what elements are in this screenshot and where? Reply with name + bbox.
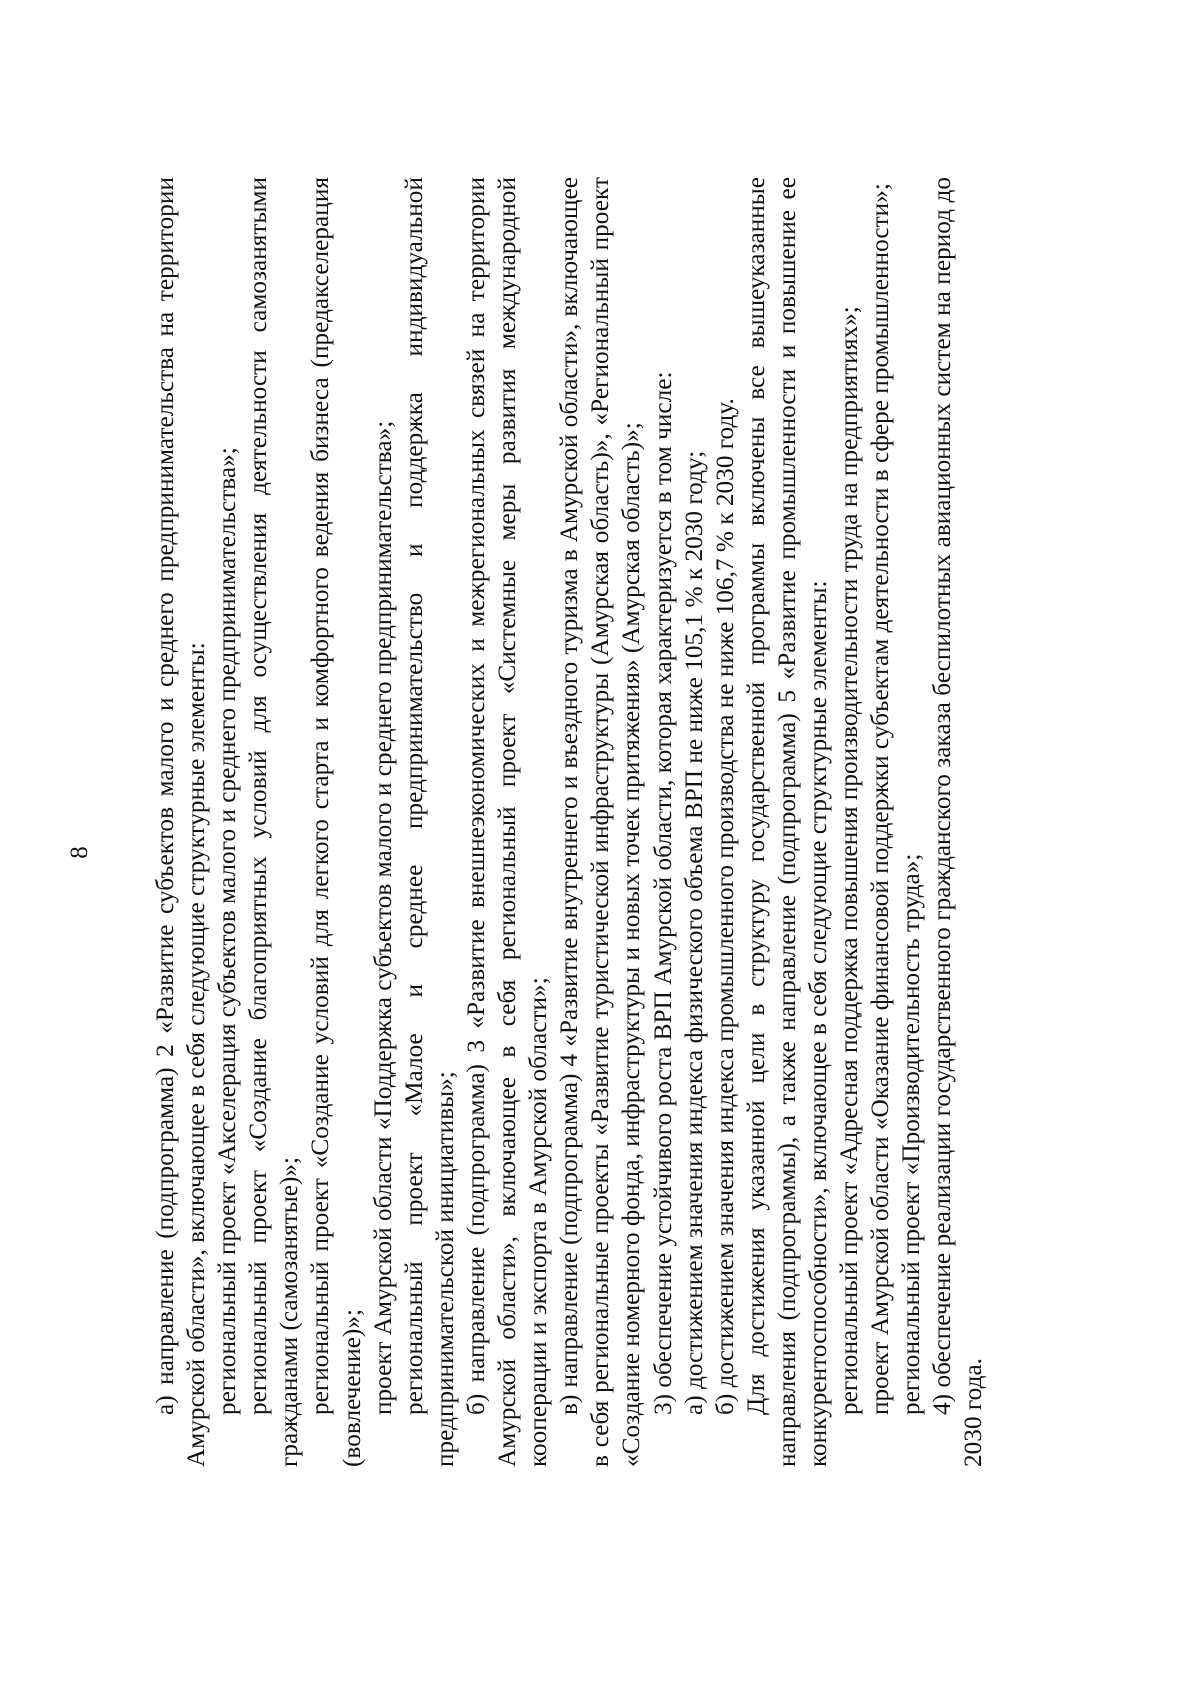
paragraph: б) достижением значения индекса промышленного производства не ниже 106,7 % к 2030 году. (710, 398, 739, 1415)
paragraph: проект Амурской области «Оказание финансовой поддержки субъектам деятельности в сфере промышленности»; (866, 183, 895, 1415)
paragraph: региональный проект «Малое и среднее предпринимательство и поддержка индивидуальной предпринимательской инициативы»; (399, 177, 459, 1467)
page-number: 8 (66, 846, 93, 859)
paragraph: проект Амурской области «Поддержка субъектов малого и среднего предпринимательства»; (368, 420, 397, 1415)
paragraph: а) достижением значения индекса физического объема ВРП не ниже 105,1 % к 2030 году; (679, 450, 708, 1415)
paragraph: 4) обеспечение реализации государственного гражданского заказа беспилотных авиационных систем на период до 2030 года. (928, 177, 988, 1467)
paragraph: региональный проект «Адресная поддержка повышения производительности труда на предприятиях»; (835, 306, 864, 1415)
paragraph: региональный проект «Создание условий для легкого старта и комфортного ведения бизнеса (предакселерация (вовлечение)»; (306, 177, 366, 1467)
paragraph: региональный проект «Создание благоприятных условий для осуществления деятельности самозанятыми гражданами (самозанятые)»; (244, 177, 304, 1467)
paragraph: Для достижения указанной цели в структуру государственной программы включены все вышеуказанные направления (подпрограммы), а также направление (подпрограмма) 5 «Развитие промышленности и повышение ее конкурентоспособности», включающее в себя следующие структурные элементы: (741, 177, 832, 1467)
paragraph: а) направление (подпрограмма) 2 «Развитие субъектов малого и среднего предпринимательства на территории Амурской области», включающее в себя следующие структурные элементы: (151, 177, 211, 1467)
paragraph: региональный проект «Производительность труда»; (897, 853, 926, 1415)
paragraph: в) направление (подпрограмма) 4 «Развитие внутреннего и въездного туризма в Амурской области», включающее в себя региональные проекты «Развитие туристической инфраструктуры (Амурская область)», «Региональный проект «Создание номерного фонда, инфраструктуры и новых точек притяжения» (Амурская область)»; (555, 177, 646, 1467)
paragraph: б) направление (подпрограмма) 3 «Развитие внешнеэкономических и межрегиональных связей на территории Амурской области», включающее в себя региональный проект «Системные меры развития международной кооперации и экспорта в Амурской области»; (461, 177, 553, 1467)
document-body (150, 177, 990, 1467)
paragraph: 3) обеспечение устойчивого роста ВРП Амурской области, которая характеризуется в том числе: (648, 371, 677, 1415)
paragraph: региональный проект «Акселерация субъектов малого и среднего предпринимательства»; (213, 447, 242, 1415)
